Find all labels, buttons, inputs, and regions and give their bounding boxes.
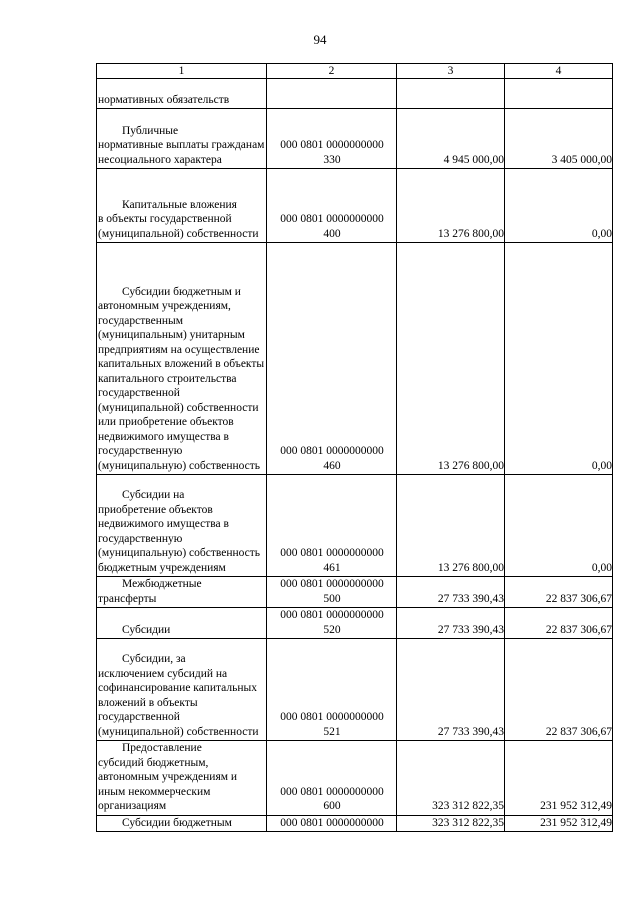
row-name-cell — [97, 243, 267, 475]
table-row — [97, 577, 613, 608]
row-name-rest: нормативных обязательств — [98, 93, 230, 106]
row-value-col3: 323 312 822,35 — [397, 741, 505, 816]
row-value-col4: 231 952 312,49 — [505, 741, 613, 816]
row-code-line1: 000 0801 0000000000 — [280, 711, 384, 723]
row-value-col4 — [505, 79, 613, 109]
row-code-line1: 000 0801 0000000000 — [280, 578, 384, 590]
row-code-line2: 460 — [323, 459, 341, 472]
row-name-rest: автономным учреждениям, государственным (муниципальным) унитарным предприятиям на осуществление капитальных вложений в объекты капитального строительства государственной (муниципальной) собственности или приобретение объектов недвижимого имущества в государственную (муниципальную) собственность — [98, 300, 265, 472]
row-name-cell — [97, 79, 267, 109]
row-value-col3: 323 312 822,35 — [397, 815, 505, 832]
row-value-col3: 27 733 390,43 — [397, 577, 505, 608]
row-name-cell — [97, 815, 267, 832]
row-value-col4: 0,00 — [505, 169, 613, 243]
row-name-rest: приобретение объектов недвижимого имущества в государственную (муниципальную) собственность бюджетным учреждениям — [98, 503, 261, 574]
budget-table — [96, 63, 613, 832]
row-code-line1: 000 0801 0000000000 — [280, 785, 384, 798]
row-code-line2: 600 — [323, 800, 341, 812]
row-name-first-line: Субсидии, за — [122, 653, 186, 665]
table-row — [97, 243, 613, 475]
row-code-cell — [267, 639, 397, 741]
table-row — [97, 608, 613, 639]
table-row — [97, 815, 613, 832]
header-col-3: 3 — [397, 64, 505, 79]
row-code-line2: 330 — [323, 153, 341, 166]
row-value-col4: 22 837 306,67 — [505, 608, 613, 639]
row-name-first-line: Межбюджетные — [122, 578, 202, 590]
table-row — [97, 741, 613, 816]
row-value-col3: 13 276 800,00 — [397, 475, 505, 577]
row-code-cell — [267, 169, 397, 243]
table-row — [97, 475, 613, 577]
row-code-cell — [267, 741, 397, 816]
row-value-col4: 22 837 306,67 — [505, 577, 613, 608]
row-code-cell — [267, 815, 397, 832]
row-value-col3: 4 945 000,00 — [397, 109, 505, 169]
row-name-first-line: Субсидии на — [122, 489, 185, 501]
row-code-line2: 500 — [323, 592, 341, 605]
row-name-rest: в объекты государственной (муниципальной) собственности — [98, 213, 259, 240]
row-code-cell — [267, 475, 397, 577]
table-row — [97, 169, 613, 243]
row-value-col4: 0,00 — [505, 243, 613, 475]
row-name-cell — [97, 741, 267, 816]
row-name-cell — [97, 169, 267, 243]
table-header-row — [97, 64, 613, 79]
row-code-line2: 400 — [323, 227, 341, 240]
row-value-col3: 27 733 390,43 — [397, 608, 505, 639]
header-col-2: 2 — [267, 64, 397, 79]
row-code-line1: 000 0801 0000000000 — [280, 547, 384, 559]
row-name-rest: нормативные выплаты гражданам несоциального характера — [98, 139, 265, 166]
row-code-line1: 000 0801 0000000000 — [280, 816, 384, 829]
row-name-cell — [97, 475, 267, 577]
row-value-col4: 231 952 312,49 — [505, 815, 613, 832]
row-name-first-line: Публичные — [122, 124, 179, 137]
row-name-cell — [97, 109, 267, 169]
row-code-line2: 461 — [323, 561, 341, 574]
row-name-cell — [97, 577, 267, 608]
table-row — [97, 109, 613, 169]
row-code-cell — [267, 608, 397, 639]
row-code-line1: 000 0801 0000000000 — [280, 609, 384, 621]
row-value-col4: 22 837 306,67 — [505, 639, 613, 741]
row-value-col3: 13 276 800,00 — [397, 169, 505, 243]
page-number: 94 — [313, 32, 327, 47]
table-row — [97, 79, 613, 109]
row-name-rest: исключением субсидий на софинансирование капитальных вложений в объекты государственной (муниципальной) собственности — [98, 667, 259, 738]
row-code-cell — [267, 243, 397, 475]
row-code-line2: 520 — [323, 623, 341, 636]
row-code-cell — [267, 79, 397, 109]
row-code-line1: 000 0801 0000000000 — [280, 213, 384, 225]
row-value-col3: 13 276 800,00 — [397, 243, 505, 475]
row-name-first-line: Капитальные вложения — [122, 198, 237, 211]
row-name-cell — [97, 639, 267, 741]
row-value-col4: 3 405 000,00 — [505, 109, 613, 169]
header-col-4: 4 — [505, 64, 613, 79]
row-value-col4: 0,00 — [505, 475, 613, 577]
table-row — [97, 639, 613, 741]
row-name-rest: трансферты — [98, 592, 157, 605]
header-col-1: 1 — [97, 64, 267, 79]
row-name-first-line: Предоставление — [122, 742, 202, 754]
row-code-line1: 000 0801 0000000000 — [280, 445, 384, 457]
row-code-cell — [267, 577, 397, 608]
row-name-first-line: Субсидии бюджетным — [122, 816, 232, 829]
row-code-cell — [267, 109, 397, 169]
row-code-line2: 521 — [323, 725, 341, 738]
row-name-rest: субсидий бюджетным, автономным учреждениям и иным некоммерческим организациям — [98, 756, 238, 812]
row-code-line1: 000 0801 0000000000 — [280, 139, 384, 151]
row-value-col3 — [397, 79, 505, 109]
row-name-cell — [97, 608, 267, 639]
row-name-first-line: Субсидии — [122, 623, 171, 636]
row-name-first-line: Субсидии бюджетным и — [122, 285, 241, 298]
row-value-col3: 27 733 390,43 — [397, 639, 505, 741]
